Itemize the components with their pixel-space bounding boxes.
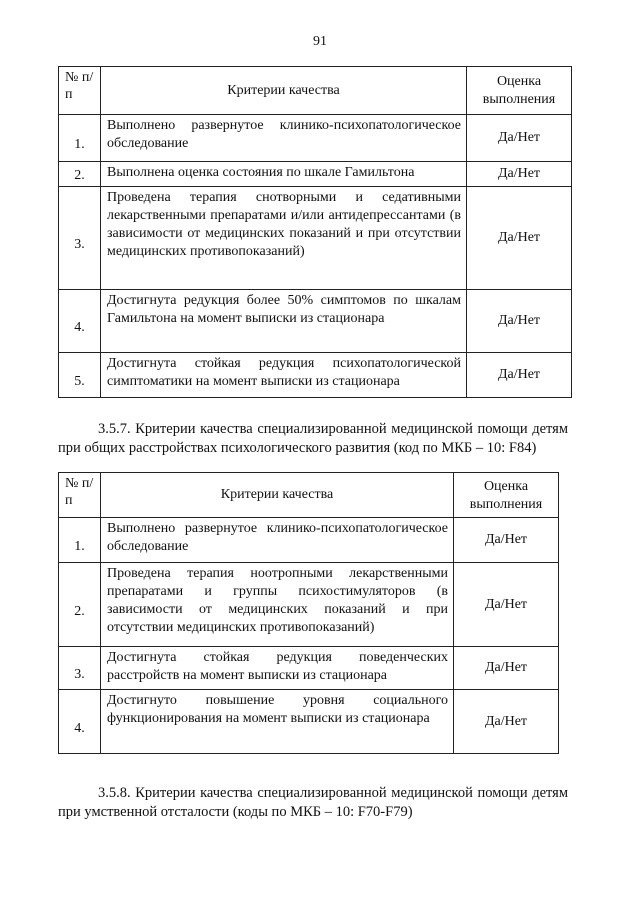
row-criteria: Достигнута стойкая редукция поведенческих расстройств на момент выписки из стационара <box>101 647 454 690</box>
criteria-table-development <box>58 472 559 754</box>
criteria-table-depression <box>58 66 572 398</box>
table-row <box>59 518 559 563</box>
row-grade: Да/Нет <box>454 690 559 754</box>
table-row <box>59 690 559 754</box>
row-num: 1. <box>59 115 101 162</box>
section-heading-3-5-8: 3.5.8. Критерии качества специализированной медицинской помощи детям при умственной отсталости (коды по МКБ – 10: F70-F79) <box>58 784 568 820</box>
row-grade: Да/Нет <box>467 290 572 353</box>
row-grade: Да/Нет <box>467 187 572 290</box>
header-criteria: Критерии качества <box>101 67 467 115</box>
table-header-row <box>59 473 559 518</box>
row-grade: Да/Нет <box>467 162 572 187</box>
table-row <box>59 563 559 647</box>
row-grade: Да/Нет <box>454 518 559 563</box>
row-criteria: Достигнута стойкая редукция психопатологической симптоматики на момент выписки из стационара <box>101 353 467 398</box>
row-grade: Да/Нет <box>454 647 559 690</box>
row-grade: Да/Нет <box>454 563 559 647</box>
row-num: 5. <box>59 353 101 398</box>
section-heading-3-5-7: 3.5.7. Критерии качества специализированной медицинской помощи детям при общих расстройствах психологического развития (код по МКБ – 10: F84) <box>58 420 568 456</box>
table-row <box>59 353 572 398</box>
row-criteria: Достигнуто повышение уровня социального функционирования на момент выписки из стационара <box>101 690 454 754</box>
page-number: 91 <box>313 34 327 49</box>
table-row <box>59 187 572 290</box>
row-num: 1. <box>59 518 101 563</box>
table-row <box>59 115 572 162</box>
row-criteria: Проведена терапия ноотропными лекарственными препаратами и группы психостимуляторов (в зависимости от медицинских показаний и при отсутствии медицинских противопоказаний) <box>101 563 454 647</box>
row-num: 4. <box>59 690 101 754</box>
row-num: 2. <box>59 162 101 187</box>
header-num: № п/п <box>59 473 101 518</box>
table-row <box>59 290 572 353</box>
header-num: № п/п <box>59 67 101 115</box>
row-num: 4. <box>59 290 101 353</box>
header-grade: Оценка выполнения <box>454 473 559 518</box>
table-row <box>59 647 559 690</box>
row-num: 3. <box>59 647 101 690</box>
table-header-row <box>59 67 572 115</box>
row-criteria: Выполнено развернутое клинико-психопатологическое обследование <box>101 518 454 563</box>
row-grade: Да/Нет <box>467 115 572 162</box>
row-num: 3. <box>59 187 101 290</box>
header-criteria: Критерии качества <box>101 473 454 518</box>
header-grade: Оценка выполнения <box>467 67 572 115</box>
row-criteria: Выполнена оценка состояния по шкале Гамильтона <box>101 162 467 187</box>
row-grade: Да/Нет <box>467 353 572 398</box>
row-criteria: Проведена терапия снотворными и седативными лекарственными препаратами и/или антидепрессантами (в зависимости от медицинских показаний и при отсутствии медицинских противопоказаний) <box>101 187 467 290</box>
table-row <box>59 162 572 187</box>
row-criteria: Выполнено развернутое клинико-психопатологическое обследование <box>101 115 467 162</box>
row-num: 2. <box>59 563 101 647</box>
row-criteria: Достигнута редукция более 50% симптомов по шкалам Гамильтона на момент выписки из стационара <box>101 290 467 353</box>
